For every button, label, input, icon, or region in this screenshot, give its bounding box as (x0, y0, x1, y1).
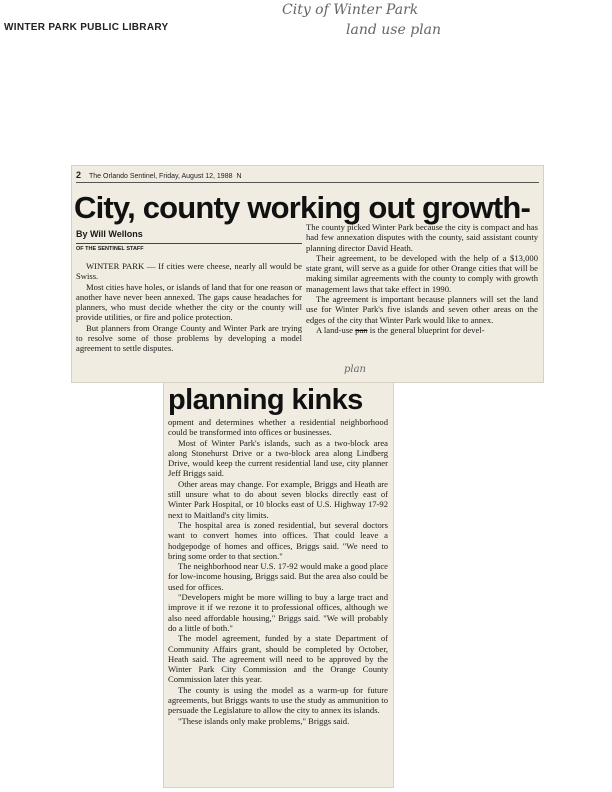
dateline-text: The Orlando Sentinel, Friday, August 12, 1988 (89, 173, 233, 180)
article-column-2 (306, 222, 538, 335)
paragraph: opment and determines whether a residential neighborhood could be transformed into offices or businesses. (168, 417, 388, 438)
clipping-bottom (164, 383, 393, 787)
paragraph: The hospital area is zoned residential, but several doctors want to convert homes into offices. That could leave a hodgepodge of homes and offices, Briggs said. "We need to bring some order to that section." (168, 519, 388, 561)
paragraph: Most cities have holes, or islands of land that for one reason or another have never been annexed. The gaps cause headaches for planners, who must decide whether the city or the county will provide utilities, or fire and police protection. (76, 281, 302, 323)
paragraph: The county picked Winter Park because the city is compact and has had few annexation disputes with the county, said assistant county planning director David Heath. (306, 222, 538, 253)
paragraph: The agreement is important because planners will set the land use for Winter Park's five islands and seven other areas on the edges of the city that Winter Park would like to annex. (306, 294, 538, 325)
struck-word: pan (355, 324, 368, 335)
handwritten-title-line-1: City of Winter Park (282, 2, 419, 18)
paragraph: Other areas may change. For example, Briggs and Heath are still unsure what to do about seven blocks directly east of Winter Park Hospital, or 10 blocks east of U.S. Highway 17-92 next to Maitland's city limits. (168, 478, 388, 520)
paragraph: Their agreement, to be developed with the help of a $13,000 state grant, will serve as a guide for other Orange cities that will be making similar agreements with the county to comply with growth management laws that take effect in 1990. (306, 252, 538, 294)
paragraph: But planners from Orange County and Winter Park are trying to resolve some of those problems by developing a model agreement to settle disputes. (76, 322, 302, 354)
paragraph: The neighborhood near U.S. 17-92 would make a good place for low-income housing, Briggs said. But the area also could be used for offices. (168, 561, 388, 592)
paragraph: The county is using the model as a warm-up for future agreements, but Briggs wants to use the study as ammunition to persuade the Legislature to allow the city to annex its islands. (168, 684, 388, 716)
paragraph: "Developers might be more willing to buy a large tract and improve it if we rezone it to professional offices, although we also need affordable housing," Briggs said. "We will probably do a little of both." (168, 592, 388, 633)
edition-mark: N (236, 173, 242, 180)
byline: By Will Wellons (76, 229, 143, 239)
paragraph: Most of Winter Park's islands, such as a two-block area along Stonehurst Drive or a two-block area along Lindberg Drive, would keep the current residential land use, city planner Jeff Briggs said. (168, 437, 388, 479)
paragraph: "These islands only make problems," Briggs said. (178, 715, 350, 726)
page-number: 2 (76, 170, 82, 180)
library-stamp: WINTER PARK PUBLIC LIBRARY (4, 22, 169, 33)
clipping-top (72, 166, 543, 382)
headline: City, county working out growth- (74, 190, 531, 225)
paragraph: The model agreement, funded by a state Department of Community Affairs grant, should be completed by October, Heath said. The agreement will need to be approved by the Winter Park City Commission and the Orange County Commission later this year. (168, 633, 388, 685)
byline-rule (76, 243, 302, 244)
paragraph-text: is the general blueprint for devel- (367, 324, 485, 335)
article-column-1 (76, 261, 302, 354)
dateline (76, 170, 539, 183)
article-column-3 (168, 417, 388, 726)
paragraph (306, 325, 538, 335)
paragraph-text: A land-use (316, 324, 356, 335)
handwritten-title-line-2: land use plan (346, 22, 441, 38)
paragraph: WINTER PARK — If cities were cheese, nearly all would be Swiss. (76, 261, 302, 282)
headline-continued: planning kinks (168, 384, 363, 416)
handwritten-correction: plan (344, 364, 367, 375)
staff-line: OF THE SENTINEL STAFF (76, 246, 144, 252)
